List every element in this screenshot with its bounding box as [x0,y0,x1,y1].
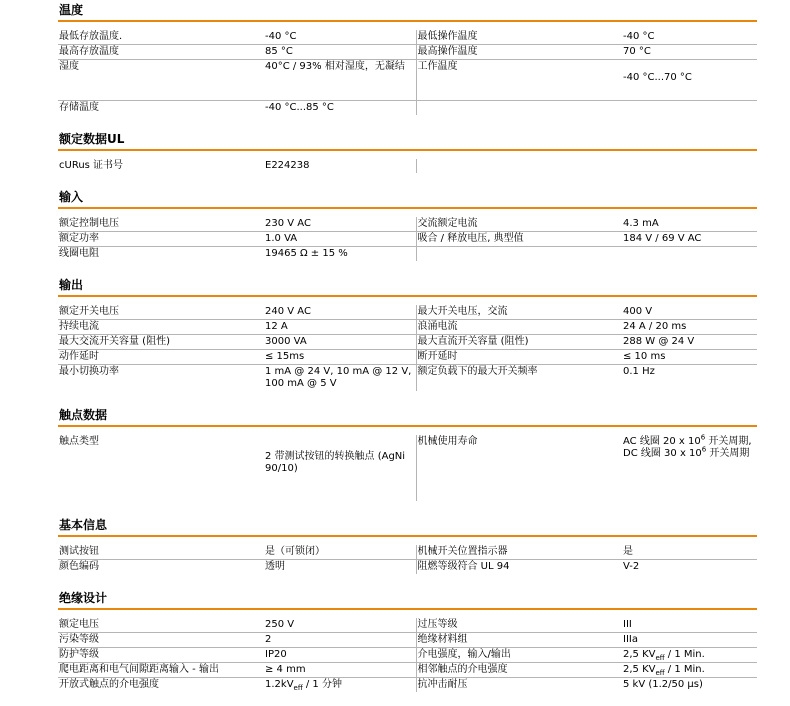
spec-label: 最高存放温度 [58,45,264,60]
section-spacer [58,537,757,545]
table-row [58,618,757,633]
table-row [58,159,757,173]
section-spacer [58,209,757,217]
section-bottom-spacer [58,115,757,129]
spec-label: 持续电流 [58,320,264,335]
section-title-text: 温度 [59,3,84,17]
spec-label: 防护等级 [58,648,264,663]
spec-label [416,247,622,262]
spec-value: 2 带测试按钮的转换触点 (AgNi 90/10) [264,435,416,501]
spec-label: 最小切换功率 [59,366,119,377]
spec-label: cURus 证书号 [59,160,124,171]
spec-table [58,618,757,692]
spec-value: AC 线圈 20 x $10^6$ 开关周期, DC 线圈 30 x $10^6$ 开关周期 [623,433,752,459]
table-row [58,60,757,101]
spec-label: 额定控制电压 [58,217,264,232]
spec-label: 触点类型 [59,436,99,447]
spec-value: -40 °C...70 °C [622,60,757,101]
spec-label: 污染等级 [58,633,264,648]
section-title-text: 输出 [59,278,84,292]
spec-value [622,159,757,173]
spec-value: 2,5 $KV_{eff} / 1$ Min. [622,663,757,678]
section-bottom-spacer [58,173,757,187]
table-row [58,365,757,392]
section-title [58,515,757,537]
spec-label: 额定负载下的最大开关频率 [417,366,538,377]
spec-label: 最大直流开关容量 (阻性) [416,335,622,350]
spec-table [58,435,757,501]
spec-value: 288 W @ 24 V [622,335,757,350]
spec-label: 最低操作温度 [416,30,622,45]
spec-value: 2 [264,633,416,648]
spec-table [58,545,757,574]
section-spacer [58,297,757,305]
spec-value: 24 A / 20 ms [622,320,757,335]
spec-value: 230 V AC [264,217,416,232]
spec-label: 最大交流开关容量 (阻性) [58,335,264,350]
spec-value: ≥ 4 mm [264,663,416,678]
spec-label: 过压等级 [416,618,622,633]
spec-label: 阻燃等级符合 UL 94 [417,561,510,572]
spec-label: 颜色编码 [59,561,99,572]
spec-value: V-2 [623,561,640,572]
spec-value: 0.1 Hz [623,366,655,377]
table-row [58,633,757,648]
table-row [58,560,757,575]
spec-value: 250 V [264,618,416,633]
spec-value: 19465 Ω ± 15 % [264,247,416,262]
spec-value: 184 V / 69 V AC [622,232,757,247]
spec-value [622,247,757,262]
table-row [58,663,757,678]
spec-label: 额定功率 [58,232,264,247]
spec-value: $1.2kV_{eff} / 1$ 分钟 [264,678,416,693]
section-spacer [58,427,757,435]
section-title [58,275,757,297]
spec-label: 存储温度 [59,102,99,113]
spec-value: 85 °C [264,45,416,60]
spec-value: 1.0 VA [264,232,416,247]
section-title-text: 额定数据UL [59,132,125,146]
spec-value: III [622,618,757,633]
table-row [58,435,757,501]
spec-value: 40°C / 93% 相对湿度，无凝结 [264,60,416,101]
table-row [58,335,757,350]
table-row [58,101,757,116]
spec-label: 工作温度 [416,60,622,101]
spec-table [58,159,757,173]
spec-value: 2,5 $KV_{eff} / 1$ Min. [622,648,757,663]
spec-value: -40 °C [622,30,757,45]
spec-label: 断开延时 [416,350,622,365]
section-bottom-spacer [58,391,757,405]
spec-value: 12 A [264,320,416,335]
spec-table [58,305,757,391]
section-title-text: 绝缘设计 [59,591,108,605]
datasheet [58,0,757,706]
table-row [58,247,757,262]
section-title [58,588,757,610]
spec-value: 是（可锁闭） [264,545,416,560]
spec-value: 400 V [622,305,757,320]
spec-label [416,159,622,173]
spec-label: 相邻触点的介电强度 [416,663,622,678]
spec-label: 吸合 / 释放电压, 典型值 [416,232,622,247]
spec-label: 湿度 [58,60,264,101]
spec-label: 爬电距离和电气间隙距离输入 - 输出 [58,663,264,678]
table-row [58,320,757,335]
spec-value: ≤ 15ms [264,350,416,365]
spec-value: -40 °C [264,30,416,45]
section-bottom-spacer [58,692,757,706]
spec-value: 5 kV (1.2/50 µs) [623,679,703,690]
spec-value: 是 [622,545,757,560]
spec-label: 交流额定电流 [416,217,622,232]
spec-label [416,101,622,116]
table-row [58,217,757,232]
spec-label: 线圈电阻 [59,248,99,259]
section-bottom-spacer [58,261,757,275]
spec-value: 240 V AC [264,305,416,320]
section-title [58,0,757,22]
spec-label: 浪涌电流 [416,320,622,335]
spec-label: 最低存放温度. [58,30,264,45]
table-row [58,30,757,45]
table-row [58,648,757,663]
spec-value: 4.3 mA [622,217,757,232]
spec-value: 3000 VA [264,335,416,350]
spec-value: E224238 [264,159,416,173]
table-row [58,45,757,60]
section-title-text: 基本信息 [59,518,108,532]
spec-value: IP20 [264,648,416,663]
spec-table [58,217,757,261]
spec-label: 开放式触点的介电强度 [59,679,159,690]
spec-value: 1 mA @ 24 V, 10 mA @ 12 V, 100 mA @ 5 V [264,365,416,392]
table-row [58,305,757,320]
section-title [58,129,757,151]
section-title-text: 触点数据 [59,408,108,422]
section-title-text: 输入 [59,190,84,204]
section-bottom-spacer [58,574,757,588]
section-spacer [58,151,757,159]
spec-label: 绝缘材料组 [416,633,622,648]
spec-table [58,30,757,115]
section-spacer [58,610,757,618]
spec-label: 最大开关电压，交流 [416,305,622,320]
spec-label: 额定电压 [58,618,264,633]
spec-value: IIIa [622,633,757,648]
spec-value: -40 °C...85 °C [264,101,416,116]
spec-label: 动作延时 [58,350,264,365]
spec-label: 机械开关位置指示器 [416,545,622,560]
table-row [58,232,757,247]
spec-label: 测试按钮 [58,545,264,560]
table-row [58,350,757,365]
spec-value: 70 °C [622,45,757,60]
section-bottom-spacer [58,501,757,515]
section-spacer [58,22,757,30]
table-row [58,545,757,560]
spec-label: 机械使用寿命 [417,436,478,447]
table-row [58,678,757,693]
spec-label: 最高操作温度 [416,45,622,60]
section-title [58,405,757,427]
spec-label: 介电强度，输入/输出 [416,648,622,663]
spec-value: ≤ 10 ms [622,350,757,365]
spec-label: 抗冲击耐压 [417,679,468,690]
spec-value [622,101,757,116]
spec-value: 透明 [264,560,416,575]
spec-label: 额定开关电压 [58,305,264,320]
section-title [58,187,757,209]
